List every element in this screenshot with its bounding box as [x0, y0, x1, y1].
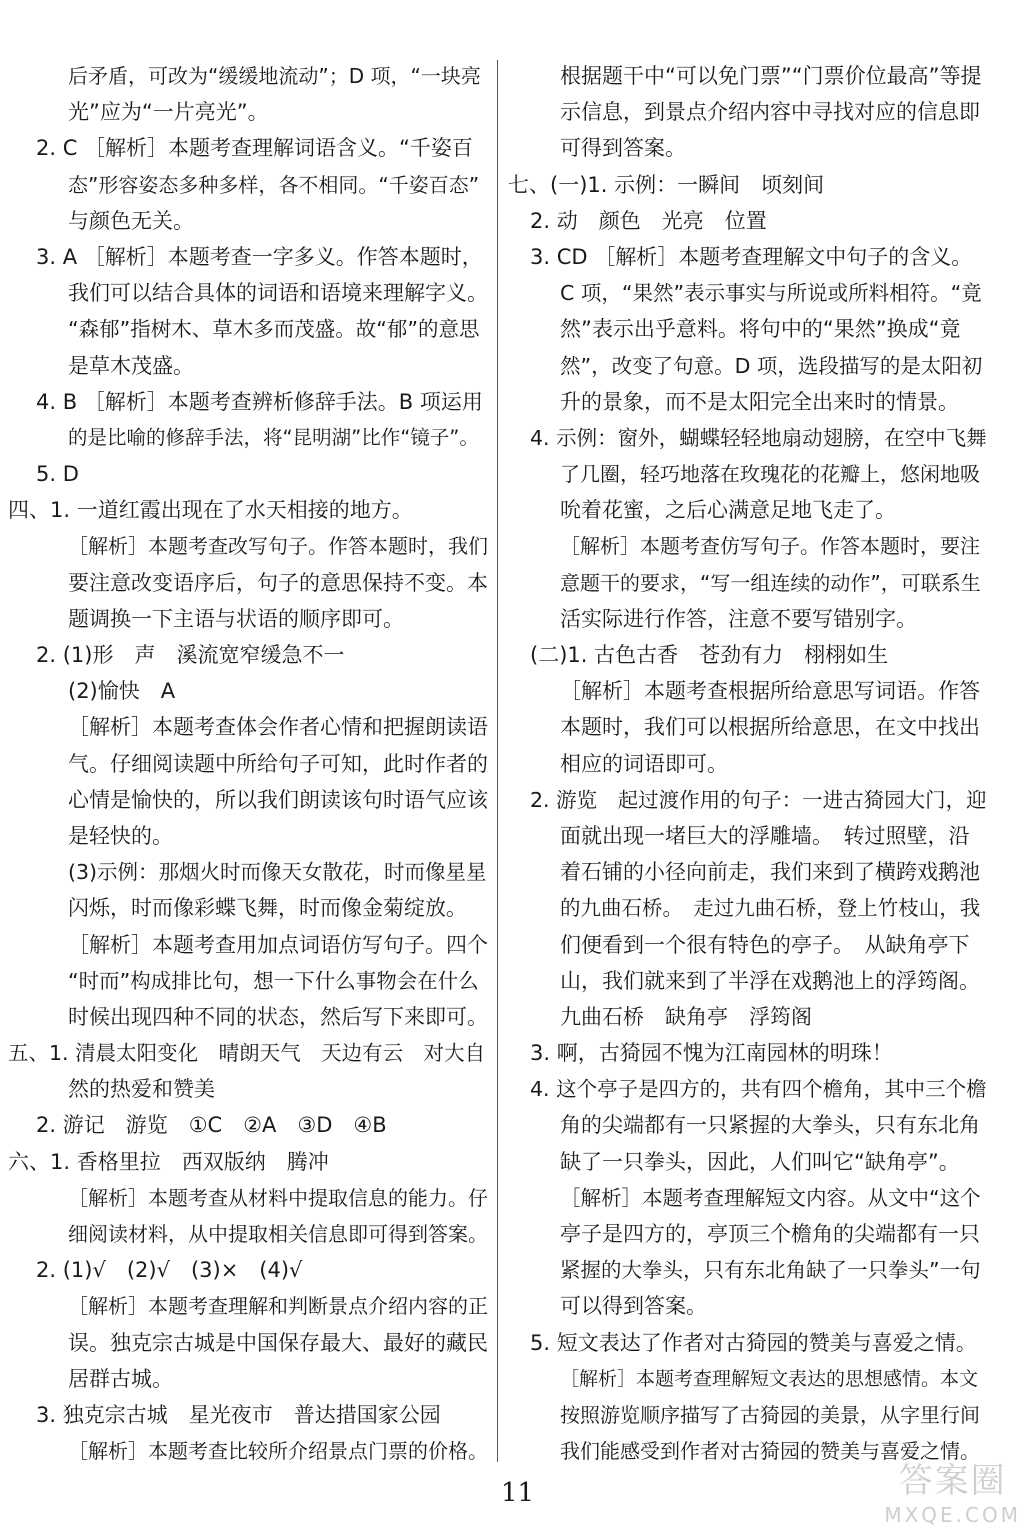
text-line [8, 1288, 488, 1324]
column-divider [497, 60, 498, 1462]
text-line-content: 5. 短文表达了作者对古猗园的赞美与喜爱之情。 [530, 1330, 977, 1355]
text-line-content: 要注意改变语序后，句子的意思保持不变。本 [68, 570, 488, 595]
left-column [8, 58, 488, 1469]
text-line [508, 1071, 988, 1107]
text-line-content: 吮着花蜜，之后心满意足地飞走了。 [560, 498, 896, 523]
text-line-content: 4. B ［解析］本题考查辨析修辞手法。B 项运用 [36, 389, 483, 414]
text-line [508, 58, 988, 94]
text-line [8, 94, 488, 130]
text-line [508, 746, 988, 782]
text-line-content: 亭子是四方的，亭顶三个檐角的尖端都有一只 [560, 1222, 980, 1246]
text-line [8, 1180, 488, 1216]
text-line [8, 311, 488, 347]
text-line [8, 927, 488, 963]
text-line [508, 492, 988, 528]
text-line [508, 130, 988, 166]
text-line [8, 58, 488, 94]
text-line-content: 的九曲石桥。 走过九曲石桥，登上竹枝山，我 [560, 896, 981, 921]
text-line [8, 420, 488, 456]
text-line [8, 709, 488, 745]
text-line-content: 光”应为“一片亮光”。 [68, 100, 269, 125]
text-line [508, 1288, 988, 1324]
text-line-content: 2. (1)形 声 溪流宽窄缓急不一 [36, 643, 345, 667]
text-line-content: 着石铺的小径向前走，我们来到了横跨戏鹅池 [560, 860, 980, 885]
text-line-content: 4. 这个亭子是四方的，共有四个檐角，其中三个檐 [530, 1077, 987, 1102]
text-line-content: 2. C ［解析］本题考查理解词语含义。“千姿百 [36, 136, 473, 161]
text-line [8, 673, 488, 709]
text-line-content: 居群古城。 [68, 1366, 173, 1391]
text-line-content: 是草木茂盛。 [68, 353, 194, 378]
text-line [508, 963, 988, 999]
text-line-content: 缺了一只拳头，因此，人们叫它“缺角亭”。 [560, 1149, 960, 1174]
text-line-content: ［解析］本题考查理解短文内容。从文中“这个 [560, 1185, 981, 1210]
text-line [508, 1216, 988, 1252]
text-line [508, 311, 988, 347]
text-line-content: ［解析］本题考查从材料中提取信息的能力。仔 [68, 1185, 488, 1210]
text-line [8, 1361, 488, 1397]
text-line-content: “时而”构成排比句，想一下什么事物会在什么 [68, 968, 479, 993]
text-line [508, 818, 988, 854]
text-line-content: 然的热爱和赞美 [68, 1077, 215, 1102]
text-line-content: 然”，改变了句意。D 项，选段描写的是太阳初 [560, 353, 983, 378]
text-line-content: 按照游览顺序描写了古猗园的美景，从字里行间 [560, 1402, 980, 1427]
text-line [8, 203, 488, 239]
text-line [8, 275, 488, 311]
text-line [508, 673, 988, 709]
text-line [508, 239, 988, 275]
text-line [508, 1325, 988, 1361]
text-line [508, 456, 988, 492]
text-line [508, 1107, 988, 1143]
text-line-content: 闪烁，时而像彩蝶飞舞，时而像金菊绽放。 [68, 896, 467, 921]
text-line [8, 1252, 488, 1288]
text-line-content: 角的尖端都有一只紧握的大拳头，只有东北角 [560, 1113, 980, 1138]
watermark-text: 答案圈 [898, 1461, 1007, 1501]
text-line [508, 1252, 988, 1288]
text-line-content: (3)示例：那烟火时而像天女散花，时而像星星 [68, 860, 487, 885]
text-line-content: (2)愉快 A [68, 679, 176, 704]
text-line-content: 本题时，我们可以根据所给意思，在文中找出 [560, 715, 980, 740]
text-line-content: 相应的词语即可。 [560, 751, 728, 776]
text-line-content: 是轻快的。 [68, 823, 173, 848]
text-line [508, 1144, 988, 1180]
text-line-content: 后矛盾，可改为“缓缓地流动”；D 项，“一块亮 [68, 64, 481, 88]
text-line-content: 根据题干中“可以免门票”“门票价位最高”等提 [560, 64, 982, 88]
text-line-content: 态”形容姿态多种多样，各不相同。“千姿百态” [68, 172, 480, 197]
text-line [8, 456, 488, 492]
text-line-content: ［解析］本题考查用加点词语仿写句子。四个 [68, 932, 488, 957]
text-line [508, 927, 988, 963]
text-line [508, 94, 988, 130]
text-line [508, 854, 988, 890]
text-line-content: ［解析］本题考查仿写句子。作答本题时，要注 [560, 534, 980, 559]
text-line-content: “森郁”指树木、草木多而茂盛。故“郁”的意思 [68, 317, 480, 342]
text-line [8, 1035, 488, 1071]
text-line [508, 420, 988, 456]
text-line-content: 4. 示例：窗外，蝴蝶轻轻地扇动翅膀，在空中飞舞 [530, 425, 987, 450]
text-line-content: 意题干的要求，“写一组连续的动作”，可联系生 [560, 570, 981, 595]
text-line [8, 130, 488, 166]
text-line-content: 七、(一)1. 示例：一瞬间 顷刻间 [508, 172, 825, 197]
text-line-content: ［解析］本题考查理解短文表达的思想感情。本文 [560, 1367, 979, 1390]
text-line-content: 我们可以结合具体的词语和语境来理解字义。 [68, 281, 488, 306]
text-line [508, 384, 988, 420]
text-line [8, 1107, 488, 1143]
text-line [508, 565, 988, 601]
watermark-domain: MXQE.COM [884, 1503, 1021, 1527]
text-line [508, 890, 988, 926]
text-line [8, 782, 488, 818]
text-line-content: 升的景象，而不是太阳完全出来时的情景。 [560, 389, 959, 414]
text-line [8, 1071, 488, 1107]
text-line-content: 细阅读材料，从中提取相关信息即可得到答案。 [68, 1222, 488, 1246]
text-line [8, 999, 488, 1035]
text-line [8, 565, 488, 601]
text-line [8, 1433, 488, 1469]
text-line [508, 1397, 988, 1433]
text-line [8, 637, 488, 673]
text-line [8, 1144, 488, 1180]
text-line-content: 九曲石桥 缺角亭 浮筠阁 [560, 1004, 812, 1029]
text-line-content: 然”表示出乎意料。将句中的“果然”换成“竟 [560, 317, 961, 342]
text-line [508, 999, 988, 1035]
text-line-content: 五、1. 清晨太阳变化 晴朗天气 天边有云 对大自 [8, 1041, 486, 1066]
text-line-content: 2. (1)√ (2)√ (3)× (4)√ [36, 1258, 303, 1283]
text-line [8, 384, 488, 420]
text-line-content: 了几圈，轻巧地落在玫瑰花的花瓣上，悠闲地吸 [560, 462, 980, 487]
text-line-content: ［解析］本题考查理解和判断景点介绍内容的正 [68, 1294, 488, 1319]
text-line [508, 203, 988, 239]
text-line-content: 六、1. 香格里拉 西双版纳 腾冲 [8, 1149, 329, 1174]
text-line-content: 3. CD ［解析］本题考查理解文中句子的含义。 [530, 244, 973, 269]
text-line [8, 492, 488, 528]
text-line-content: ［解析］本题考查体会作者心情和把握朗读语 [68, 715, 488, 740]
text-line [508, 637, 988, 673]
text-line [8, 854, 488, 890]
text-line [8, 348, 488, 384]
text-line [508, 1361, 988, 1397]
text-line-content: 2. 游记 游览 ①C ②A ③D ④B [36, 1113, 387, 1138]
text-line [8, 601, 488, 637]
text-line [508, 782, 988, 818]
text-line-content: 活实际进行作答，注意不要写错别字。 [560, 606, 917, 631]
text-line-content: 2. 游览 起过渡作用的句子：一进古猗园大门，迎 [530, 787, 987, 812]
text-line-content: 心情是愉快的，所以我们朗读该句时语气应该 [68, 787, 488, 812]
text-line-content: 5. D [36, 462, 79, 487]
text-line [8, 963, 488, 999]
text-line-content: ［解析］本题考查比较所介绍景点门票的价格。 [68, 1439, 488, 1464]
text-line [508, 348, 988, 384]
text-line [8, 1216, 488, 1252]
text-line-content: 误。独克宗古城是中国保存最大、最好的藏民 [68, 1330, 488, 1355]
text-line [508, 275, 988, 311]
watermark-logo [884, 1461, 1021, 1532]
text-line [508, 528, 988, 564]
text-line-content: 3. A ［解析］本题考查一字多义。作答本题时， [36, 244, 483, 269]
text-line-content: C 项，“果然”表示事实与所说或所料相符。“竟 [560, 281, 982, 306]
text-line-content: 示信息，到景点介绍内容中寻找对应的信息即 [560, 100, 980, 125]
text-line [508, 1180, 988, 1216]
right-column [508, 58, 988, 1469]
text-line [8, 1397, 488, 1433]
text-line [8, 818, 488, 854]
text-line-content: ［解析］本题考查改写句子。作答本题时，我们 [68, 534, 488, 559]
text-line-content: 我们能感受到作者对古猗园的赞美与喜爱之情。 [560, 1439, 980, 1464]
text-line [8, 167, 488, 203]
text-line [8, 746, 488, 782]
text-line [508, 601, 988, 637]
text-line-content: 2. 动 颜色 光亮 位置 [530, 208, 767, 233]
text-line-content: 气。仔细阅读题中所给句子可知，此时作者的 [68, 751, 488, 776]
text-line [508, 1035, 988, 1071]
text-line-content: 可以得到答案。 [560, 1294, 707, 1319]
text-line [8, 528, 488, 564]
page-number: 11 [500, 1478, 535, 1508]
text-line-content: 3. 独克宗古城 星光夜市 普达措国家公园 [36, 1402, 441, 1427]
text-line [508, 167, 988, 203]
text-line [8, 1325, 488, 1361]
text-line-content: 紧握的大拳头，只有东北角缺了一只拳头”一句 [560, 1258, 981, 1283]
text-line-content: 面就出现一堵巨大的浮雕墙。 转过照壁，沿 [560, 823, 970, 848]
text-line [8, 890, 488, 926]
text-line-content: 时候出现四种不同的状态，然后写下来即可。 [68, 1004, 488, 1029]
text-line-content: 的是比喻的修辞手法，将“昆明湖”比作“镜子”。 [68, 425, 479, 449]
text-line-content: 们便看到一个很有特色的亭子。 从缺角亭下 [560, 932, 970, 957]
text-line-content: 题调换一下主语与状语的顺序即可。 [68, 606, 404, 631]
text-line-content: 可得到答案。 [560, 136, 686, 161]
text-line [508, 709, 988, 745]
text-line-content: (二)1. 古色古香 苍劲有力 栩栩如生 [530, 643, 889, 667]
text-line-content: ［解析］本题考查根据所给意思写词语。作答 [560, 679, 980, 704]
text-line-content: 与颜色无关。 [68, 208, 194, 233]
text-line-content: 山，我们就来到了半浮在戏鹅池上的浮筠阁。 [560, 968, 980, 993]
text-line-content: 3. 啊，古猗园不愧为江南园林的明珠！ [530, 1041, 893, 1066]
text-line [8, 239, 488, 275]
text-line-content: 四、1. 一道红霞出现在了水天相接的地方。 [8, 498, 413, 523]
